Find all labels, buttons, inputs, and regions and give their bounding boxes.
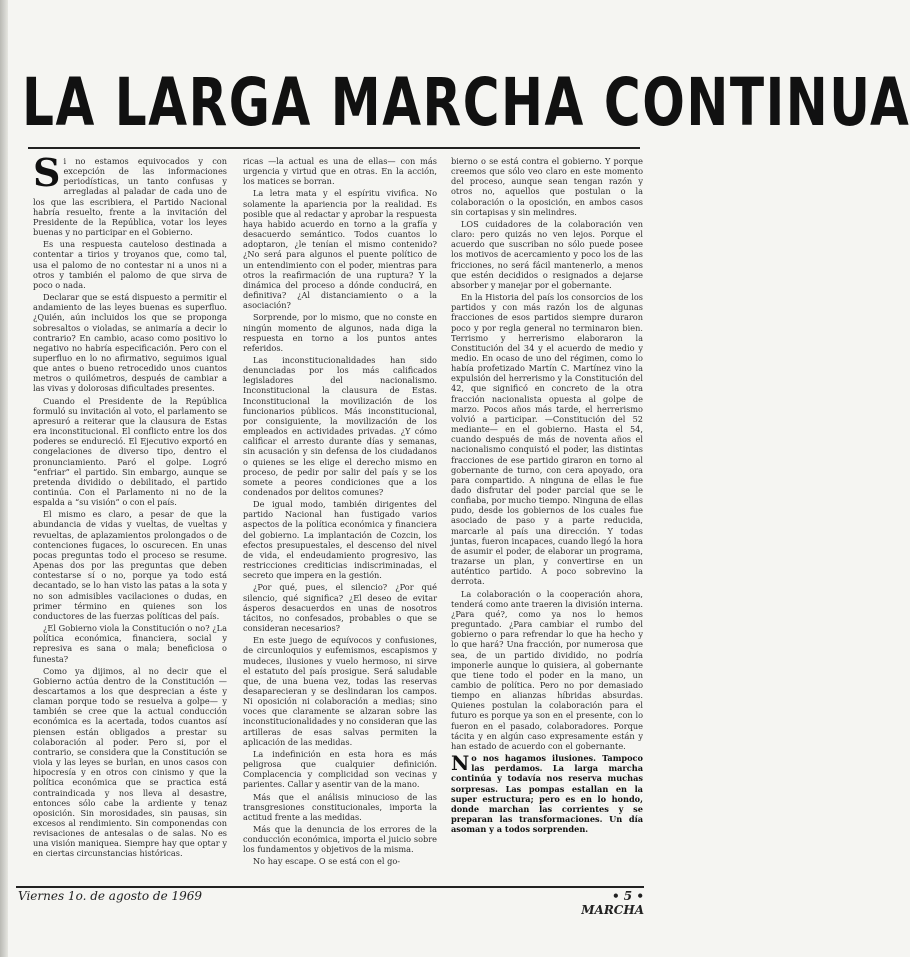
article-paragraph: Como ya dijimos, al no decir que el Gobierno actúa dentro de la Constitución —descartamos a los que desprecian a éste y claman porque todo se resuelva a golpe— y también se cree que la actual conducción económica es la acertada, todos cuantos así piensen están obligados a prestar su colaboración al poder. Pero si, por el contrario, se considera que la Constitución se viola y las leyes se burlan, en unos casos con hipocresía y en otros con cinismo y que la política económica que se practica está contraindicada y nos lleva al desastre, entonces sólo cabe la ardiente y tenaz oposición. Sin morosidades, sin pausas, sin excesos al rendimiento. Sin componendas con revisaciones de antesalas o de salas. No es una visión maniquea. Siempre hay que optar y en ciertas circunstancias históricas. <box>33 665 227 859</box>
article-paragraph: Es una respuesta cauteloso destinada a contentar a tirios y troyanos que, como tal, usa el palomo de no contestar ni a unos ni a otros y también el palomo de que sirva de poco o nada. <box>33 239 227 290</box>
article-column-1 <box>33 150 227 878</box>
article-paragraph: El mismo es claro, a pesar de que la abundancia de vidas y vueltas, de vueltas y revueltas, de aplazamientos prolongados o de contenciones fugaces, lo oscurecen. En unas pocas preguntas todo el proceso se resume. Apenas dos por las preguntas que deben contestarse sí o no, porque ya todo está decantado, se lo han visto las patas a la sota y no son admisibles vacilaciones o dudas, en primer término en quienes son los conductores de las fuerzas políticas del país. <box>33 509 227 621</box>
article-paragraph: Las inconstitucionalidades han sido denunciadas por los más calificados legisladores del nacionalismo. Inconstitucional la clausura de Estas. Inconstitucional la movilización de los funcionarios públicos. Más inconstitucional, por consiguiente, la movilización de los empleados en actividades privadas. ¿Y cómo calificar el arresto durante días y semanas, sin acusación y sin defensa de los ciudadanos o quienes se les elige el derecho mismo en proceso, de pedir por salir del país y se los somete a peores condiciones que a los condenados por delitos comunes? <box>243 354 437 497</box>
article-paragraph: ricas —la actual es una de ellas— con más urgencia y virtud que en otras. En la acción, los matices se borran. <box>243 156 437 187</box>
article-paragraph: La indefinición en esta hora es más peligrosa que cualquier definición. Complacencia y complicidad son vecinas y parientes. Callar y asentir van de la mano. <box>243 748 437 790</box>
article-paragraph: Sorprende, por lo mismo, que no conste en ningún momento de algunos, nada diga la respuesta en torno a los puntos antes referidos. <box>243 312 437 353</box>
article-paragraph: Cuando el Presidente de la República formuló su invitación al voto, el parlamento se apresuró a reiterar que la clausura de Estas era inconstitucional. El conflicto entre los dos poderes se endureció. El Ejecutivo exportó en congelaciones de diverso tipo, dentro el pronunciamiento. Paró el golpe. Logró “enfriar” el partido. Sin embargo, aunque se pretenda dividido o debilitado, el partido continúa. Con el Parlamento ni no de la espalda a “su visión” o con el país. <box>33 395 227 508</box>
drop-cap: S <box>33 150 61 195</box>
article-paragraph: ¿El Gobierno viola la Constitución o no? ¿La política económica, financiera, social y represiva es sana o mala; beneficiosa o funesta? <box>33 623 227 664</box>
article-paragraph: bierno o se está contra el gobierno. Y porque creemos que sólo veo claro en este momento del proceso, aunque sean tengan razón y otros no, aquellos que postulan o la colaboración o la oposición, en ambos casos sin cortapisas y sin melindres. <box>451 156 643 217</box>
article-paragraph: Si no estamos equivocados y con excepción de las informaciones periodísticas, un tanto confusas y arregladas al paladar de cada uno de los que las escribiera, el Partido Nacional habría resuelto, frente a la invitación del Presidente de la República, votar los leyes buenas y no participar en el Gobierno. <box>33 150 227 238</box>
headline-rule <box>28 147 640 149</box>
article-paragraph: LOS cuidadores de la colaboración ven claro: pero quizás no ven lejos. Porque el acuerdo que suscriban no sólo puede posee los motivos de acercamiento y poco los de las fricciones, no será fácil mantenerlo, a menos que estén decididos o resignados a dejarse absorber y manejar por el gobernante. <box>451 218 643 290</box>
article-paragraph: No hay escape. O se está con el go- <box>253 856 401 867</box>
article-column-2 <box>243 156 437 878</box>
closing-paragraph: No nos hagamos ilusiones. Tampoco las perdamos. La larga marcha continúa y todavía nos reserva muchas sorpresas. Las pompas estallan en la super estructura; pero es en lo hondo, donde marchan las corrientes y se preparan las transformaciones. Un día asoman y a todos sorprenden. <box>451 751 643 835</box>
article-paragraph: ¿Por qué, pues, el silencio? ¿Por qué silencio, qué significa? ¿El deseo de evitar ásperos desacuerdos en unas de nosotros tácitos, no confesados, probables o que se consideran necesarios? <box>243 582 437 634</box>
article-column-3 <box>451 156 643 878</box>
footer-rule <box>16 886 644 888</box>
issue-date: Viernes 1o. de agosto de 1969 <box>18 889 203 903</box>
article-paragraph: En este juego de equívocos y confusiones, de circunloquios y eufemismos, escapismos y mudeces, ilusiones y vuelo hermoso, ni sirve el estatuto del país prosigue. Será saludable que, de una buena vez, todas las reservas desaparecieran y se deslindaran los campos. Ni oposición ni colaboración a medias; sino voces que claramente se alzaran sobre las inconstitucionalidades y no consideran que las artilleras de esas salvas permiten la aplicación de las medidas. <box>243 635 437 747</box>
article-paragraph: La letra mata y el espíritu vivifica. No solamente la apariencia por la realidad. Es posible que al redactar y aprobar la respuesta haya habido acuerdo en torno a la grafía y desacuerdo semántico. Todos cuantos lo adoptaron, ¿le tenían el mismo contenido? ¿No será para algunos el puente político de un entendimiento con el poder, mientras para otros la reafirmación de una ruptura? Y la dinámica del proceso a dónde conducirá, en definitiva? ¿Al distanciamiento o a la asociación? <box>243 188 437 311</box>
article-paragraph: Declarar que se está dispuesto a permitir el andamiento de las leyes buenas es superfluo. ¿Quién, aún incluidos los que se proponga sobresaltos o violadas, se animaría a decir lo contrario? En cambio, acaso como positivo lo negativo no habría especificación. Pero con el superfluo en lo no afirmativo, seguimos igual que antes o bueno retrocedido unos cuantos metros o quilómetros, después de cambiar a las vivas y dolorosas dificultades presentes. <box>33 292 227 394</box>
page-reference: • 5 • MARCHA <box>581 889 644 917</box>
article-paragraph: Más que la denuncia de los errores de la conducción económica, importa el juicio sobre los fundamentos y objetivos de la misma. <box>243 824 437 855</box>
article-paragraph: Más que el análisis minucioso de las transgresiones constitucionales, importa la actitud frente a las medidas. <box>243 791 437 822</box>
headline: LA LARGA MARCHA CONTINUA <box>22 64 910 141</box>
page-edge-shadow <box>0 0 8 957</box>
article-paragraph: De igual modo, también dirigentes del partido Nacional han fustigado varios aspectos de la política económica y financiera del gobierno. La implantación de Cozcin, los efectos presupuestales, el descenso del nivel de vida, el endeudamiento progresivo, las restricciones crediticias indiscriminadas, el secreto que impera en la gestión. <box>243 499 437 581</box>
closing-drop-cap: N <box>451 751 470 776</box>
article-paragraph: La colaboración o la cooperación ahora, tenderá como ante traeren la división interna. ¿Para qué?, como ya nos lo hemos preguntado. ¿Para cambiar el rumbo del gobierno o para refrendar lo que ha hecho y lo que hará? Una fracción, por numerosa que sea, de un partido dividido, no podría imponerle aunque lo quisiera, al gobernante que tiene todo el poder en la mano, un cambio de política. Pero no por demasiado tiempo en alianzas híbridas absurdas. Quienes postulan la colaboración para el futuro es porque ya son en el presente, con lo fueron en el pasado, colaboradores. Porque tácita y en algún caso expresamente están y han estado de acuerdo con el gobernante. <box>451 588 643 751</box>
article-paragraph: En la Historia del país los consorcios de los partidos y con más razón los de algunas fracciones de esos partidos siempre duraron poco y por regla general no terminaron bien. Terrismo y herrerismo elaboraron la Constitución del 34 y el acuerdo de medio y medio. En ocaso de uno del régimen, como lo había profetizado Martín C. Martínez vino la expulsión del herrerismo y la Constitución del 42, que significó en concreto de la otra fracción nacionalista opuesta al golpe de marzo. Pocos años más tarde, el herrerismo volvió a participar. —Constitución del 52 mediante— en el gobierno. Hasta el 54, cuando después de más de noventa años el nacionalismo conquistó el poder, las distintas fracciones de ese partido giraron en torno al gobernante de turno, con cera apoyado, ora para compartido. A ninguna de ellas le fue dado disfrutar del poder parcial que se le confiaba, por mucho tiempo. Ninguna de ellas pudo, desde los gobiernos de los cuales fue asociado de paso y a parte reducida, marcarle al país una dirección. Y todas juntas, fueron incapaces, cuando llegó la hora de asumir el poder, de elaborar un programa, trazarse un plan, y convertirse en un auténtico partido. A poco sobrevino la derrota. <box>451 292 643 587</box>
